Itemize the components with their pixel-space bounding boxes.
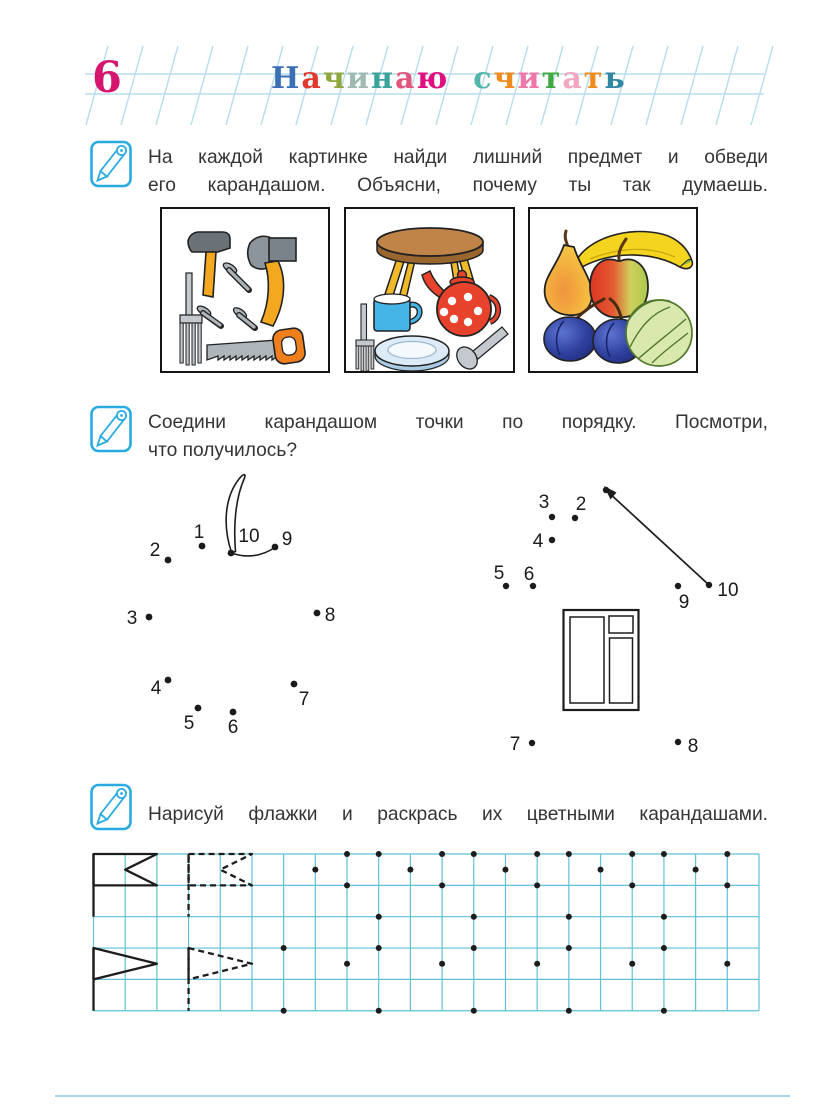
flag-guide-dot[interactable] bbox=[724, 882, 730, 888]
title-letter: ь bbox=[604, 61, 627, 96]
title-letter: а bbox=[562, 61, 584, 96]
flag-guide-dot[interactable] bbox=[724, 961, 730, 967]
flag-guide-dot[interactable] bbox=[471, 945, 477, 951]
flag-guide-dot[interactable] bbox=[566, 1008, 572, 1014]
puzzle-dot[interactable] bbox=[272, 544, 279, 551]
flag-guide-dot[interactable] bbox=[471, 851, 477, 857]
flag-guide-dot[interactable] bbox=[281, 945, 287, 951]
title-letter: а bbox=[301, 61, 323, 96]
fork-icon bbox=[356, 304, 374, 371]
puzzle-dot-number: 8 bbox=[687, 736, 699, 757]
title-letter: ч bbox=[493, 61, 518, 96]
flag-guide-dot[interactable] bbox=[566, 851, 572, 857]
flag-guide-dot[interactable] bbox=[629, 961, 635, 967]
puzzle-dot-number: 3 bbox=[538, 492, 550, 513]
flag-guide-dot[interactable] bbox=[534, 961, 540, 967]
cabbage-icon bbox=[626, 300, 692, 366]
flag-guide-dot[interactable] bbox=[534, 882, 540, 888]
task2-line2: что получилось? bbox=[148, 440, 298, 461]
pencil-task-icon bbox=[90, 783, 132, 831]
flag-guide-dot[interactable] bbox=[661, 914, 667, 920]
flags-copy-grid[interactable] bbox=[0, 840, 820, 1030]
picture-tools[interactable] bbox=[160, 207, 330, 373]
task3-line1: Нарисуй флажки и раскрась их цветными карандашами. bbox=[148, 804, 768, 825]
pear-icon bbox=[545, 231, 592, 315]
puzzle-dot-number: 9 bbox=[281, 529, 293, 550]
picture-kitchen[interactable] bbox=[344, 207, 515, 373]
puzzle-dot-number: 9 bbox=[678, 592, 690, 613]
flag-guide-dot[interactable] bbox=[629, 882, 635, 888]
title-letter: н bbox=[371, 61, 396, 96]
title-letter: с bbox=[473, 61, 494, 96]
flag-guide-dot[interactable] bbox=[471, 1008, 477, 1014]
flag-guide-dot[interactable] bbox=[344, 961, 350, 967]
puzzle-dot-number: 1 bbox=[193, 522, 205, 543]
flag-guide-dot[interactable] bbox=[407, 867, 413, 873]
flag-guide-dot[interactable] bbox=[281, 1008, 287, 1014]
flag-guide-dot[interactable] bbox=[439, 961, 445, 967]
flag-guide-dot[interactable] bbox=[566, 914, 572, 920]
puzzle-dot-number: 7 bbox=[509, 734, 521, 755]
flag-guide-dot[interactable] bbox=[661, 851, 667, 857]
title-letter: Н bbox=[271, 61, 302, 96]
fork-icon bbox=[180, 273, 202, 365]
puzzle-dot[interactable] bbox=[230, 709, 237, 716]
puzzle-dot[interactable] bbox=[706, 582, 712, 588]
title-letter: ю bbox=[416, 61, 450, 96]
flag-guide-dot[interactable] bbox=[471, 914, 477, 920]
flag-guide-dot[interactable] bbox=[344, 882, 350, 888]
flag-guide-dot[interactable] bbox=[724, 851, 730, 857]
flag-guide-dot[interactable] bbox=[598, 867, 604, 873]
pencil-task-icon bbox=[90, 140, 132, 188]
puzzle-dot-number: 7 bbox=[298, 689, 310, 710]
flag-guide-dot[interactable] bbox=[312, 867, 318, 873]
task1-line2: его карандашом. Объясни, почему ты так думаешь. bbox=[148, 175, 768, 196]
puzzle-dot-number: 10 bbox=[238, 526, 260, 547]
title-letter: и bbox=[517, 61, 542, 96]
mug-icon bbox=[374, 294, 420, 331]
task1-text bbox=[148, 144, 768, 200]
flag-guide-dot[interactable] bbox=[344, 851, 350, 857]
title-letter: ч bbox=[322, 61, 347, 96]
page-number: 6 bbox=[92, 53, 122, 103]
title-letter: т bbox=[583, 61, 605, 96]
flag-guide-dot[interactable] bbox=[376, 1008, 382, 1014]
title-letter: т bbox=[541, 61, 563, 96]
flag-guide-dot[interactable] bbox=[661, 1008, 667, 1014]
page-title bbox=[271, 63, 627, 95]
title-letter: и bbox=[346, 61, 372, 96]
puzzle-dot[interactable] bbox=[165, 677, 172, 684]
bottom-rule bbox=[55, 1095, 790, 1097]
puzzle-dot[interactable] bbox=[549, 514, 555, 520]
saw-icon bbox=[207, 327, 306, 365]
puzzle-dot[interactable] bbox=[529, 740, 535, 746]
house-example-line-10-1 bbox=[607, 491, 709, 585]
puzzle-dot[interactable] bbox=[228, 550, 235, 557]
apple-example-curve-10-9 bbox=[232, 548, 276, 556]
puzzle-dot[interactable] bbox=[675, 739, 681, 745]
picture-fruits[interactable] bbox=[528, 207, 698, 373]
puzzle-dot-number: 5 bbox=[493, 563, 505, 584]
teapot-icon bbox=[422, 271, 498, 337]
house-puzzle-dots[interactable] bbox=[494, 487, 739, 757]
puzzle-dot[interactable] bbox=[314, 610, 321, 617]
puzzle-dot[interactable] bbox=[603, 487, 609, 493]
task2-text bbox=[148, 409, 768, 465]
puzzle-dot-number: 4 bbox=[150, 678, 162, 699]
puzzle-dot-number: 3 bbox=[126, 608, 138, 629]
puzzle-dot-number: 6 bbox=[227, 717, 239, 738]
puzzle-dot[interactable] bbox=[572, 515, 578, 521]
puzzle-dot[interactable] bbox=[146, 614, 153, 621]
puzzle-dot-number: 4 bbox=[532, 531, 544, 552]
dot-to-dot-puzzles[interactable] bbox=[0, 460, 820, 772]
apple-puzzle-dots[interactable] bbox=[127, 522, 336, 738]
task1-line1: На каждой картинке найди лишний предмет и обведи bbox=[148, 147, 768, 168]
puzzle-dot-number: 10 bbox=[717, 580, 739, 601]
flag-guide-dot[interactable] bbox=[566, 945, 572, 951]
axe-icon bbox=[248, 236, 296, 326]
puzzle-dot[interactable] bbox=[675, 583, 681, 589]
title-letter: а bbox=[395, 61, 417, 96]
puzzle-dot[interactable] bbox=[549, 537, 555, 543]
puzzle-dot[interactable] bbox=[165, 557, 172, 564]
plate-icon bbox=[375, 336, 449, 371]
flag-guide-dot[interactable] bbox=[439, 882, 445, 888]
flag-guide-dot[interactable] bbox=[376, 945, 382, 951]
house-window bbox=[564, 610, 639, 710]
puzzle-dot[interactable] bbox=[199, 543, 206, 550]
flag-guide-dot[interactable] bbox=[439, 851, 445, 857]
flag-guide-dot[interactable] bbox=[376, 851, 382, 857]
puzzle-dot[interactable] bbox=[195, 705, 202, 712]
flag-guide-dot[interactable] bbox=[534, 851, 540, 857]
puzzle-dot[interactable] bbox=[291, 681, 298, 688]
pencil-task-icon bbox=[90, 405, 132, 453]
puzzle-dot-number: 2 bbox=[149, 540, 161, 561]
puzzle-dot-number: 2 bbox=[575, 494, 587, 515]
flag-guide-dot[interactable] bbox=[502, 867, 508, 873]
flag-guide-dot[interactable] bbox=[661, 945, 667, 951]
task3-text bbox=[148, 801, 768, 829]
task2-line1: Соедини карандашом точки по порядку. Посмотри, bbox=[148, 412, 768, 433]
puzzle-dot-number: 6 bbox=[523, 564, 535, 585]
flag-guide-dot[interactable] bbox=[629, 851, 635, 857]
puzzle-dot-number: 5 bbox=[183, 713, 195, 734]
puzzle-dot-number: 8 bbox=[324, 605, 336, 626]
flag-guide-dot[interactable] bbox=[376, 914, 382, 920]
flag-guide-dot[interactable] bbox=[693, 867, 699, 873]
